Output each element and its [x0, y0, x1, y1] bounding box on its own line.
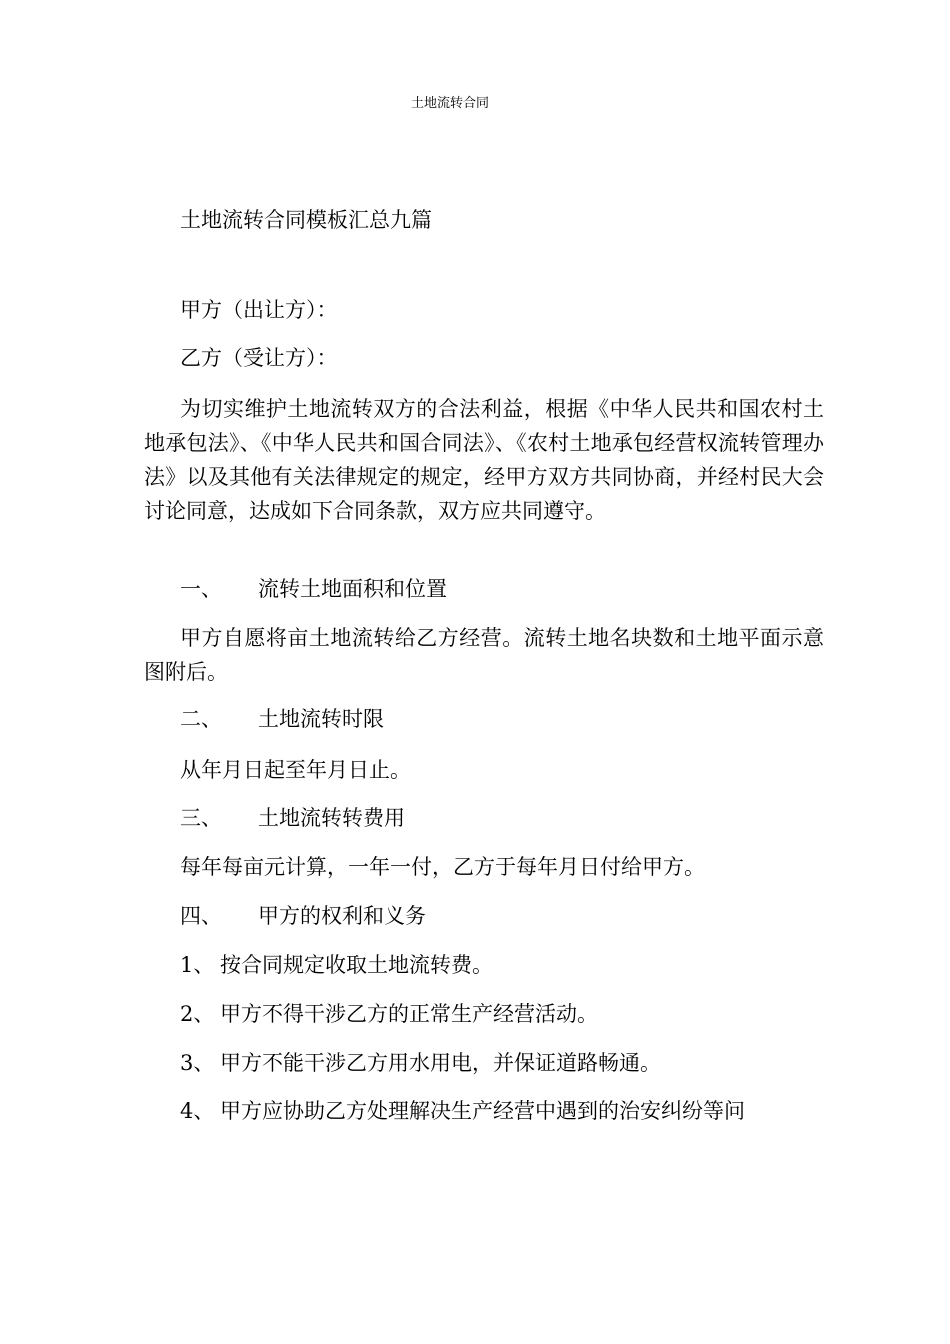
section-heading-text: 土地流转转费用 [258, 806, 405, 830]
list-item-number: 1、 [180, 953, 215, 977]
section-heading-2 [180, 704, 384, 734]
document-title: 土地流转合同模板汇总九篇 [180, 208, 432, 232]
list-item [180, 1048, 661, 1078]
section-heading-4 [180, 901, 426, 931]
section-number: 三、 [180, 806, 222, 830]
section-3-body: 每年每亩元计算，一年一付，乙方于每年月日付给甲方。 [180, 855, 705, 879]
section-number: 四、 [180, 904, 222, 928]
party-a-line: 甲方（出让方）： [180, 298, 338, 322]
section-number: 一、 [180, 577, 222, 601]
section-heading-1 [180, 574, 447, 604]
section-heading-text: 甲方的权利和义务 [258, 904, 426, 928]
list-item [180, 999, 598, 1029]
list-item-number: 4、 [180, 1099, 215, 1123]
list-item-text: 甲方不得干涉乙方的正常生产经营活动。 [220, 1002, 598, 1026]
list-item-text: 按合同规定收取土地流转费。 [220, 953, 493, 977]
list-item-text: 甲方不能干涉乙方用水用电，并保证道路畅通。 [220, 1051, 661, 1075]
section-1-body: 甲方自愿将亩土地流转给乙方经营。流转土地名块数和土地平面示意图附后。 [144, 626, 824, 684]
running-header: 土地流转合同 [410, 96, 489, 111]
list-item [180, 1096, 745, 1126]
list-item-text: 甲方应协助乙方处理解决生产经营中遇到的治安纠纷等问 [220, 1099, 745, 1123]
list-item-number: 3、 [180, 1051, 215, 1075]
list-item [180, 950, 493, 980]
section-heading-text: 土地流转时限 [258, 707, 384, 731]
section-heading-text: 流转土地面积和位置 [258, 577, 447, 601]
list-item-number: 2、 [180, 1002, 215, 1026]
section-2-body: 从年月日起至年月日止。 [180, 758, 411, 782]
party-b-line: 乙方（受让方）： [180, 346, 338, 370]
preamble-paragraph: 为切实维护土地流转双方的合法利益，根据《中华人民共和国农村土地承包法》、《中华人民共和国合同法》、《农村土地承包经营权流转管理办法》以及其他有关法律规定的规定，经甲方双方共同协商，并经村民大会讨论同意，达成如下合同条款，双方应共同遵守。 [144, 397, 824, 523]
section-number: 二、 [180, 707, 222, 731]
section-heading-3 [180, 803, 405, 833]
